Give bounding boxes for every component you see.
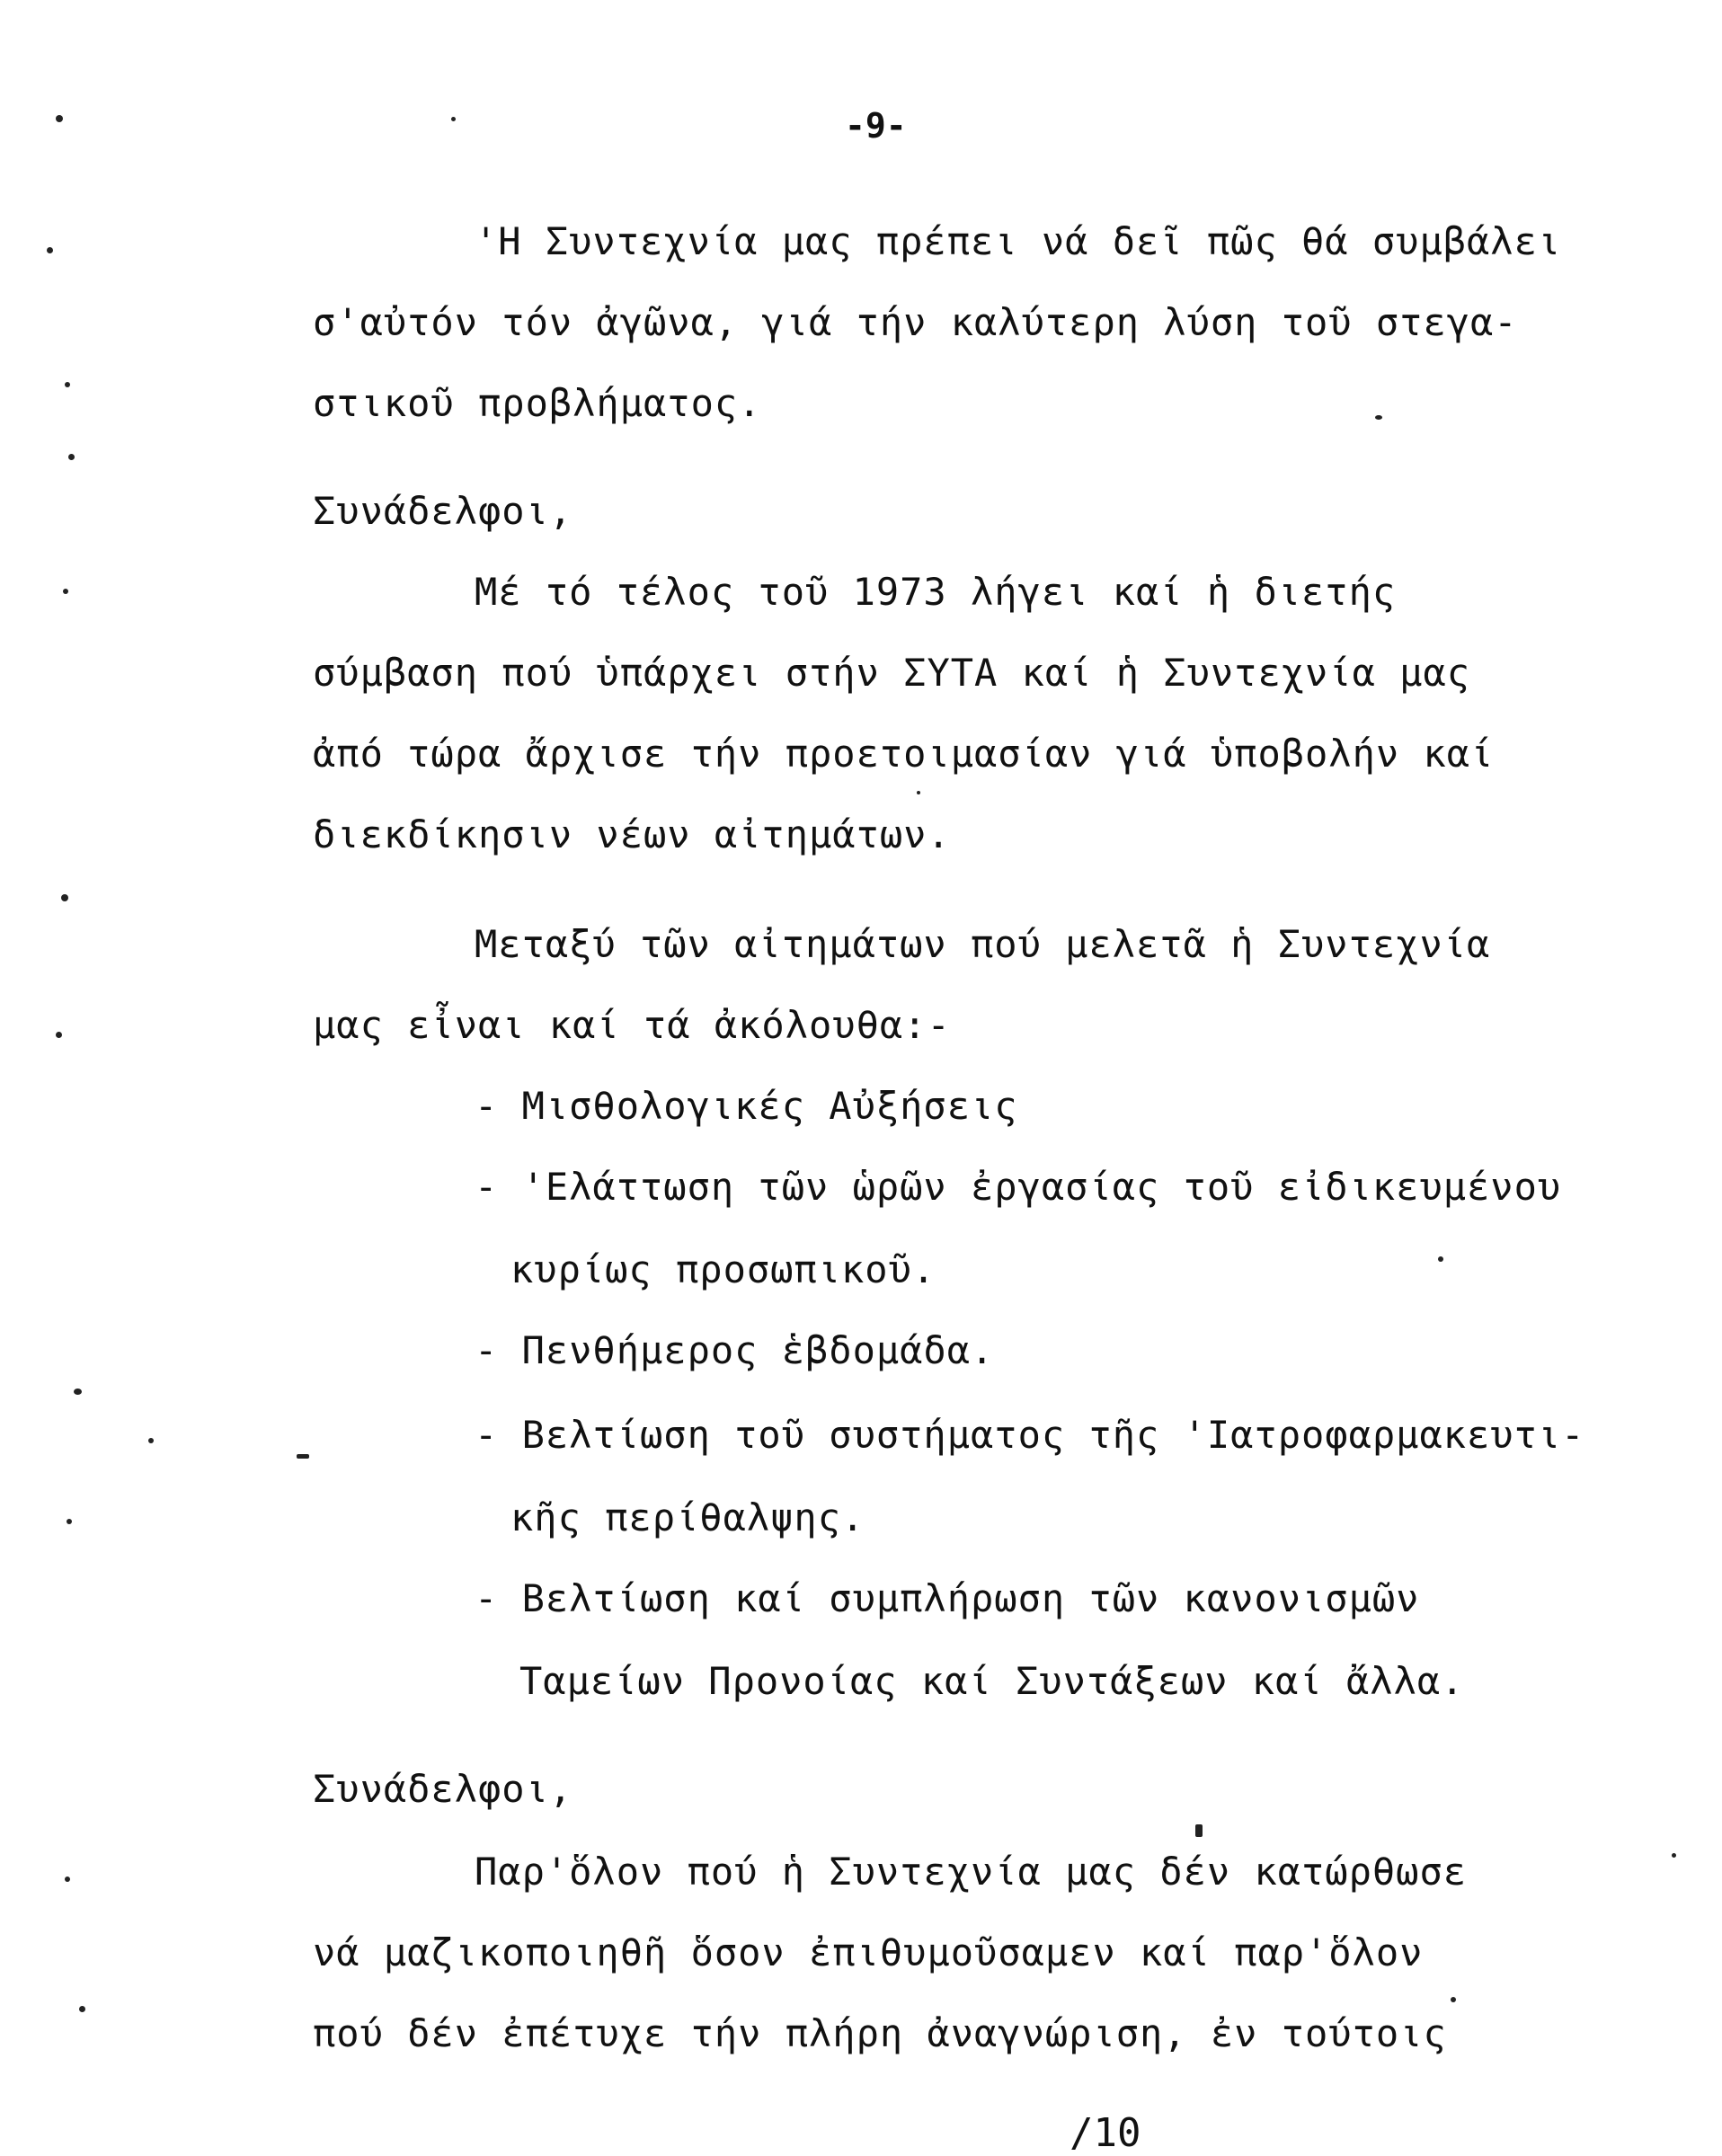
scan-speck (1438, 1256, 1443, 1262)
scan-speck (451, 117, 456, 121)
paragraph-line: μας εἶναι καί τά ἀκόλουθα:- (313, 1003, 951, 1047)
paragraph-line: ἀπό τώρα ἄρχισε τήν προετοιμασίαν γιά ὑποβολήν καί (313, 732, 1495, 776)
list-item: - Μισθολογικές Αὐξήσεις (475, 1084, 1018, 1128)
list-item: - 'Ελάττωση τῶν ὡρῶν ἐργασίας τοῦ εἰδικευμένου (475, 1165, 1562, 1209)
salutation: Συνάδελφοι, (313, 489, 573, 533)
scan-speck (1451, 1997, 1456, 2002)
scan-speck (61, 894, 68, 901)
paragraph-line: Παρ'ὅλον πού ἡ Συντεχνία μας δέν κατώρθωσε (475, 1850, 1468, 1894)
paragraph-line: 'Η Συντεχνία μας πρέπει νά δεῖ πῶς θά συμβάλει (475, 219, 1562, 263)
paragraph-line: Μέ τό τέλος τοῦ 1973 λήγει καί ἡ διετής (475, 570, 1397, 614)
page-number: -9- (845, 106, 907, 146)
salutation: Συνάδελφοι, (313, 1767, 573, 1811)
paragraph-line: στικοῦ προβλήματος. (313, 381, 762, 425)
list-item: - Βελτίωση τοῦ συστήματος τῆς 'Ιατροφαρμακευτι- (475, 1413, 1585, 1457)
list-item: - Βελτίωση καί συμπλήρωση τῶν κανονισμῶν (475, 1576, 1420, 1620)
paragraph-line: Μεταξύ τῶν αἰτημάτων πού μελετᾶ ἡ Συντεχνία (475, 922, 1491, 966)
list-item: - Πενθήμερος ἑβδομάδα. (475, 1328, 995, 1372)
list-item-continuation: Ταμείων Προνοίας καί Συντάξεων καί ἄλλα. (519, 1659, 1465, 1703)
scan-speck (917, 791, 920, 794)
paragraph-line: σ'αὐτόν τόν ἀγῶνα, γιά τήν καλύτερη λύση τοῦ στεγα- (313, 300, 1518, 344)
list-item-continuation: κῆς περίθαλψης. (510, 1495, 865, 1539)
scan-speck (1195, 1824, 1203, 1837)
paragraph-line: νά μαζικοποιηθῆ ὅσον ἐπιθυμοῦσαμεν καί παρ'ὅλον (313, 1930, 1424, 1974)
scan-speck (65, 1877, 70, 1882)
list-item-continuation: κυρίως προσωπικοῦ. (510, 1247, 936, 1291)
scan-speck (47, 247, 53, 253)
scan-speck (63, 589, 68, 594)
scan-speck (148, 1438, 154, 1443)
scan-speck (67, 1519, 72, 1524)
scan-speck (56, 1032, 62, 1038)
scan-speck (68, 454, 75, 460)
paragraph-line: πού δέν ἐπέτυχε τήν πλήρη ἀναγνώριση, ἐν τούτοις (313, 2011, 1447, 2055)
scan-speck (65, 382, 70, 387)
paragraph-line: διεκδίκησιν νέων αἰτημάτων. (313, 812, 951, 856)
scan-speck (1375, 415, 1382, 420)
scan-speck (56, 115, 63, 122)
scan-speck (297, 1454, 309, 1459)
continuation-marker: /10 (1070, 2110, 1141, 2156)
scan-speck (1672, 1853, 1676, 1858)
scan-speck (79, 2006, 85, 2012)
paragraph-line: σύμβαση πού ὑπάρχει στήν ΣΥΤΑ καί ἡ Συντεχνία μας (313, 651, 1471, 695)
scan-speck (74, 1389, 82, 1395)
